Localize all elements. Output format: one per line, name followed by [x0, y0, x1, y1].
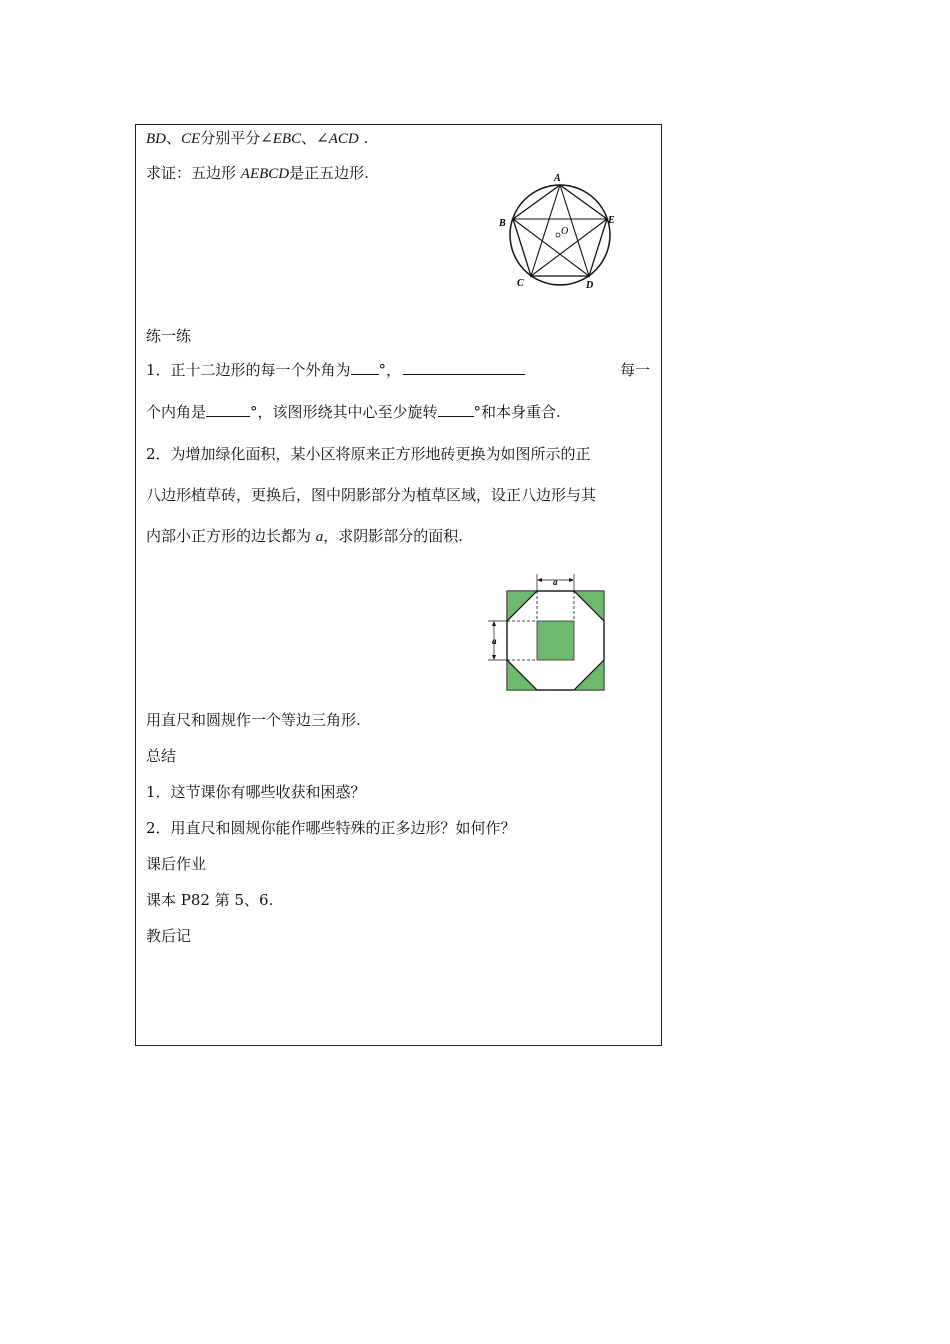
- blank-rotation: [438, 402, 474, 417]
- practice-q1-line2: [146, 402, 561, 422]
- label-a-top: a: [553, 577, 558, 587]
- shaded-inner-square: [537, 621, 574, 660]
- label-b: B: [499, 218, 506, 229]
- arrow-head: [569, 578, 574, 582]
- text: 、∠: [301, 129, 329, 147]
- text: °，: [378, 361, 402, 379]
- proof-goal-line: [146, 163, 369, 184]
- practice-q2-line1: 2．为增加绿化面积，某小区将原来正方形地砖更换为如图所示的正: [146, 445, 591, 463]
- arrow-head: [492, 655, 496, 660]
- homework-heading: 课后作业: [146, 855, 207, 873]
- practice-q2-line3: [146, 526, 463, 547]
- text: .: [358, 129, 369, 147]
- angle-acd: ACD: [328, 131, 359, 147]
- summary-heading: 总结: [146, 747, 177, 765]
- label-e: E: [608, 215, 615, 226]
- summary-q2: 2．用直尺和圆规你能作哪些特殊的正多边形？如何作？: [146, 819, 516, 837]
- label-o: O: [561, 226, 569, 237]
- label-a-left: a: [492, 636, 497, 646]
- proof-given-line: [146, 128, 368, 149]
- octagon-tile-figure: [480, 570, 620, 700]
- text: 是正五边形.: [289, 164, 369, 182]
- blank-line: [403, 360, 525, 375]
- text: ，求阴影部分的面积.: [323, 527, 464, 545]
- pentagon-star-figure: [490, 168, 630, 296]
- practice-heading: 练一练: [146, 327, 192, 345]
- practice-q1-tail: 每一: [620, 361, 651, 379]
- blank-interior-angle: [206, 402, 250, 417]
- sep: 、: [166, 129, 182, 147]
- text: 个内角是: [146, 403, 207, 421]
- text: °和本身重合.: [473, 403, 561, 421]
- blank-exterior-angle: [351, 360, 379, 375]
- center-point: [556, 233, 560, 237]
- arrow-head: [537, 578, 542, 582]
- variable-a: a: [315, 529, 324, 545]
- segment-bd: BD: [146, 131, 166, 147]
- label-a: A: [554, 173, 561, 184]
- text: 求证：五边形: [146, 164, 241, 182]
- summary-q1: 1．这节课你有哪些收获和困惑？: [146, 783, 366, 801]
- homework-text: 课本 P82 第 5、6.: [146, 891, 274, 909]
- text: 1．正十二边形的每一个外角为: [146, 361, 351, 379]
- angle-ebc: EBC: [272, 131, 302, 147]
- label-c: C: [517, 278, 524, 289]
- text: °，该图形绕其中心至少旋转: [250, 403, 438, 421]
- text: 分别平分∠: [200, 129, 273, 147]
- text: 内部小正方形的边长都为: [146, 527, 316, 545]
- practice-q2-line2: 八边形植草砖，更换后，图中阴影部分为植草区域，设正八边形与其: [146, 486, 597, 504]
- construct-task: 用直尺和圆规作一个等边三角形.: [146, 711, 361, 729]
- label-d: D: [586, 280, 594, 291]
- notes-heading: 教后记: [146, 927, 192, 945]
- pentagon-name: AEBCD: [240, 166, 290, 182]
- practice-q1-line1: [146, 360, 525, 380]
- pentagon: [513, 185, 607, 276]
- segment-ce: CE: [181, 131, 201, 147]
- arrow-head: [492, 621, 496, 626]
